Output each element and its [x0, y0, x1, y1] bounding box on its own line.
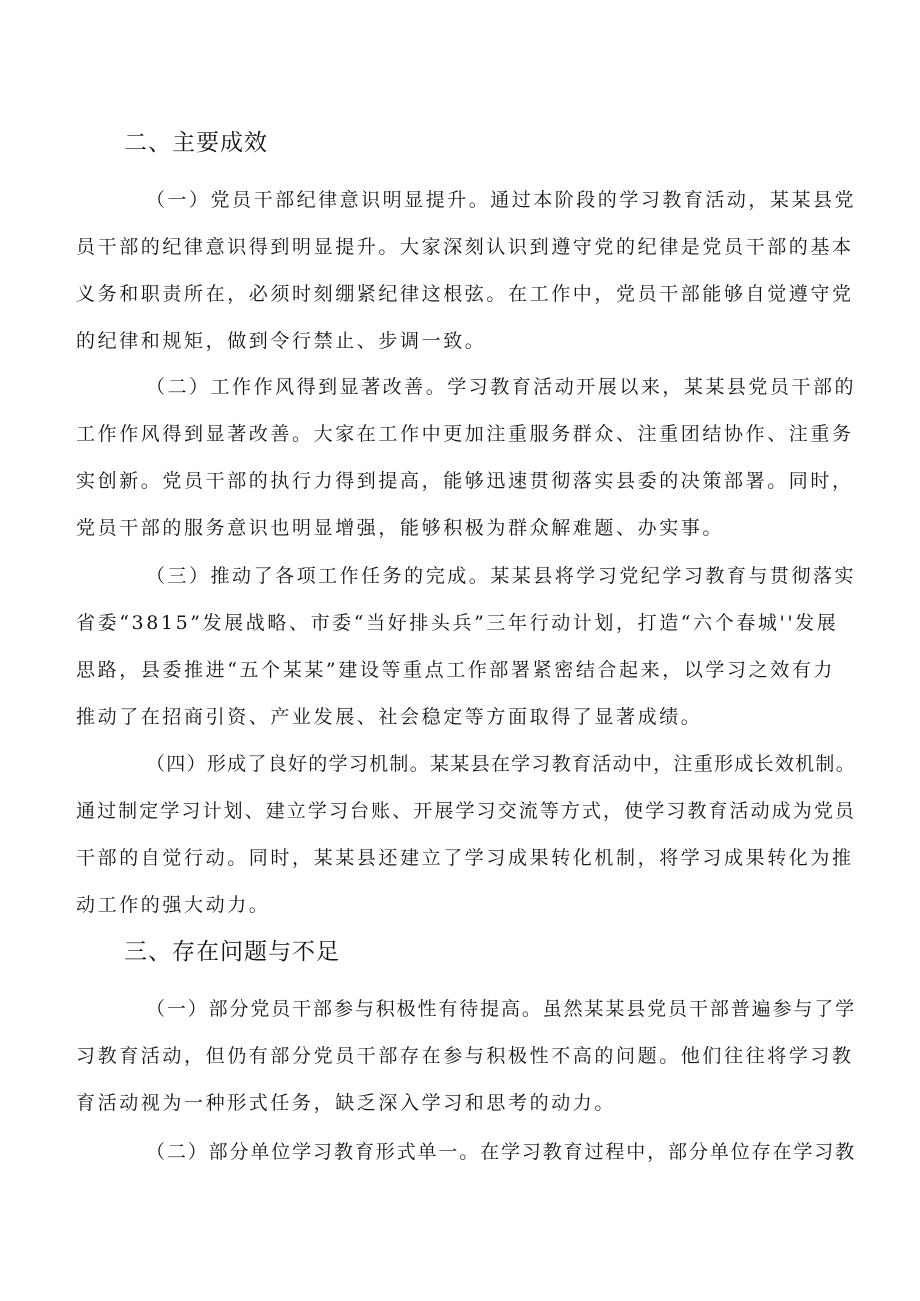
paragraph-line: （二）部分单位学习教育形式单一。在学习教育过程中，部分单位存在学习教 [146, 1141, 856, 1163]
paragraph-line: 动工作的强大动力。 [76, 894, 271, 916]
paragraph-6 [76, 1129, 856, 1176]
paragraph-line: 工作作风得到显著改善。大家在工作中更加注重服务群众、注重团结协作、注重务 [76, 423, 854, 445]
paragraph-line: 育活动视为一种形式任务，缺乏深入学习和思考的动力。 [76, 1092, 617, 1114]
paragraph-line: （二）工作作风得到显著改善。学习教育活动开展以来，某某县党员干部的 [146, 376, 856, 398]
paragraph-line: 的纪律和规矩，做到令行禁止、步调一致。 [76, 330, 487, 352]
paragraph-line: （三）推动了各项工作任务的完成。某某县将学习党纪学习教育与贯彻落实 [146, 565, 856, 587]
paragraph-2 [76, 364, 856, 552]
paragraph-line: 党员干部的服务意识也明显增强，能够积极为群众解难题、办实事。 [76, 517, 725, 539]
section-heading-main-results: 二、主要成效 [124, 130, 268, 156]
paragraph-line: 义务和职责所在，必须时刻绷紧纪律这根弦。在工作中，党员干部能够自觉遵守党 [76, 283, 854, 305]
paragraph-line: （一）党员干部纪律意识明显提升。通过本阶段的学习教育活动，某某县党 [146, 189, 856, 211]
paragraph-line: 思路，县委推进“五个某某”建设等重点工作部署紧密结合起来，以学习之效有力 [76, 659, 836, 681]
paragraph-line: 习教育活动，但仍有部分党员干部存在参与积极性不高的问题。他们往往将学习教 [76, 1045, 854, 1067]
paragraph-line: 实创新。党员干部的执行力得到提高，能够迅速贯彻落实县委的决策部署。同时， [76, 470, 854, 492]
paragraph-3 [76, 553, 856, 741]
paragraph-line: （四）形成了良好的学习机制。某某县在学习教育活动中，注重形成长效机制。 [146, 753, 856, 775]
paragraph-5 [76, 986, 856, 1127]
paragraph-line: 员干部的纪律意识得到明显提升。大家深刻认识到遵守党的纪律是党员干部的基本 [76, 236, 854, 258]
paragraph-line: 省委“3815”发展战略、市委“当好排头兵”三年行动计划，打造“六个春城''发展 [76, 612, 839, 634]
paragraph-line: 干部的自觉行动。同时，某某县还建立了学习成果转化机制，将学习成果转化为推 [76, 847, 854, 869]
paragraph-line: 通过制定学习计划、建立学习台账、开展学习交流等方式，使学习教育活动成为党员 [76, 800, 856, 822]
paragraph-4 [76, 741, 856, 929]
paragraph-1 [76, 177, 856, 365]
section-heading-problems: 三、存在问题与不足 [124, 939, 340, 965]
paragraph-line: （一）部分党员干部参与积极性有待提高。虽然某某县党员干部普遍参与了学 [146, 998, 856, 1020]
paragraph-line: 推动了在招商引资、产业发展、社会稳定等方面取得了显著成绩。 [76, 706, 703, 728]
